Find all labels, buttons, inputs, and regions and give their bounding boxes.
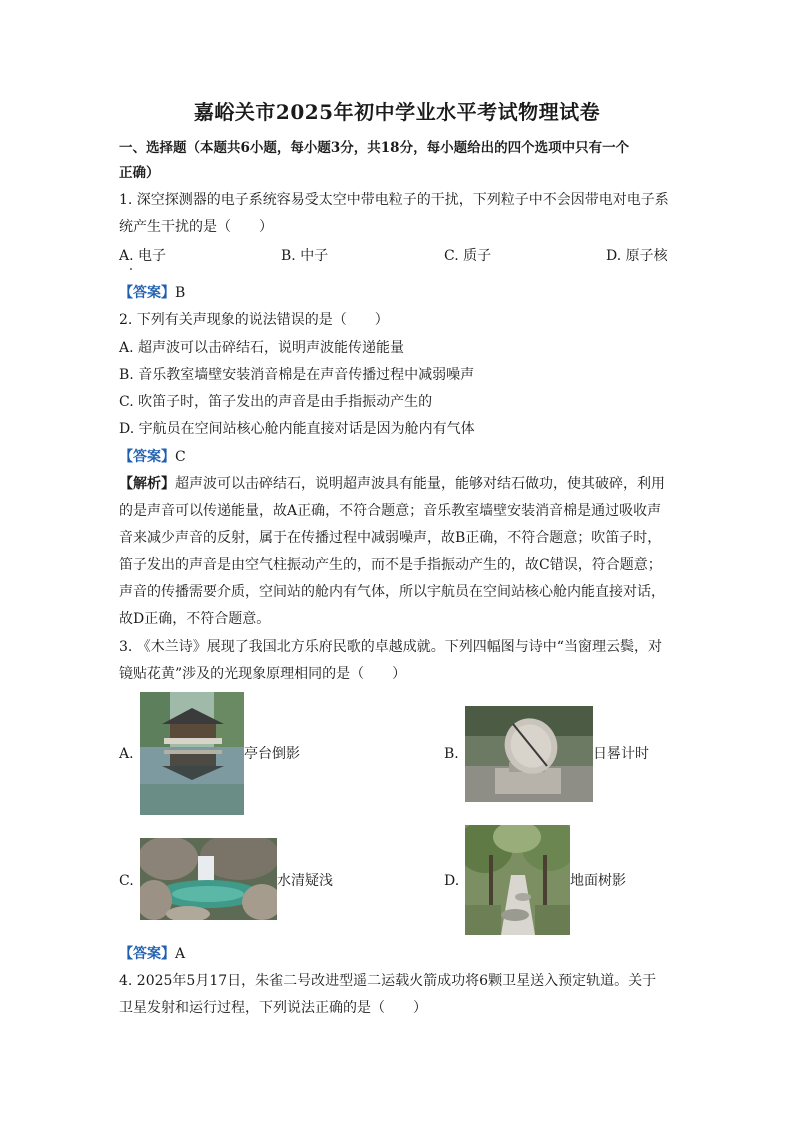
analysis-tag: 【解析】 [119,476,175,492]
q3-answer [119,944,679,964]
q1-answer [119,283,679,303]
q1-option-a: A. 电子 [119,248,167,264]
q4-stem-line1: 4. 2025年5月17日，朱雀二号改进型遥二运载火箭成功将6颗卫星送入预定轨道。关于 [119,973,657,989]
q3-option-a-letter: A. [119,746,134,762]
q2-analysis-line1 [119,474,679,494]
q3-option-d-caption: 地面树影 [570,873,626,889]
q3-option-b-caption: 日晷计时 [593,746,649,762]
answer-tag: 【答案】 [119,285,175,301]
clear-water-image [140,838,277,920]
stray-dot [130,268,132,270]
exam-title: 嘉峪关市2025年初中学业水平考试物理试卷 [193,100,601,124]
answer-tag: 【答案】 [119,449,175,465]
section-heading-line2: 正确） [119,165,160,181]
q2-analysis-line5: 声音的传播需要介质，空间站的舱内有气体，所以宇航员在空间站核心舱内能直接对话， [119,584,665,600]
q2-analysis-line4: 笛子发出的声音是由空气柱振动产生的，而不是手指振动产生的，故C错误，符合题意； [119,557,662,573]
q1-stem-line1: 1. 深空探测器的电子系统容易受太空中带电粒子的干扰，下列粒子中不会因带电对电子系 [119,192,669,208]
q2-option-a: A. 超声波可以击碎结石，说明声波能传递能量 [119,340,405,356]
pavilion-reflection-image [140,692,244,815]
q1-stem-line2: 统产生干扰的是（ ） [119,219,273,235]
q3-option-c-letter: C. [119,873,134,889]
q3-option-c-caption: 水清疑浅 [277,873,333,889]
q2-option-c: C. 吹笛子时，笛子发出的声音是由手指振动产生的 [119,394,433,410]
q3-answer-value: A [175,946,186,962]
sundial-image [465,706,593,802]
q3-option-b-letter: B. [444,746,459,762]
analysis-text: 超声波可以击碎结石，说明超声波具有能量，能够对结石做功，使其破碎，利用 [175,476,665,492]
q2-option-d: D. 宇航员在空间站核心舱内能直接对话是因为舱内有气体 [119,421,475,437]
q4-stem-line2: 卫星发射和运行过程，下列说法正确的是（ ） [119,1000,427,1016]
answer-tag: 【答案】 [119,946,175,962]
q2-answer-value: C [175,449,186,465]
q3-option-a-caption: 亭台倒影 [244,746,300,762]
q2-analysis-line6: 故D正确，不符合题意。 [119,611,271,627]
q3-stem-line1: 3. 《木兰诗》展现了我国北方乐府民歌的卓越成就。下列四幅图与诗中“当窗理云鬓，对 [119,639,662,655]
q3-option-d-letter: D. [444,873,460,889]
tree-shadow-image [465,825,570,935]
q2-analysis-line2: 的是声音可以传递能量，故A正确，不符合题意；音乐教室墙壁安装消音棉是通过吸收声 [119,503,662,519]
q2-stem: 2. 下列有关声现象的说法错误的是（ ） [119,312,389,328]
q1-option-d: D. 原子核 [606,248,668,264]
q1-option-c: C. 质子 [444,248,492,264]
q1-answer-value: B [175,285,186,301]
q2-analysis-line3: 音来减少声音的反射，属于在传播过程中减弱噪声，故B正确，不符合题意；吹笛子时， [119,530,662,546]
section-heading-line1: 一、选择题（本题共6小题，每小题3分，共18分，每小题给出的四个选项中只有一个 [119,140,630,156]
q1-option-b: B. 中子 [281,248,329,264]
q3-stem-line2: 镜贴花黄”涉及的光现象原理相同的是（ ） [119,666,407,682]
q2-option-b: B. 音乐教室墙壁安装消音棉是在声音传播过程中减弱噪声 [119,367,475,383]
q2-answer [119,447,679,467]
